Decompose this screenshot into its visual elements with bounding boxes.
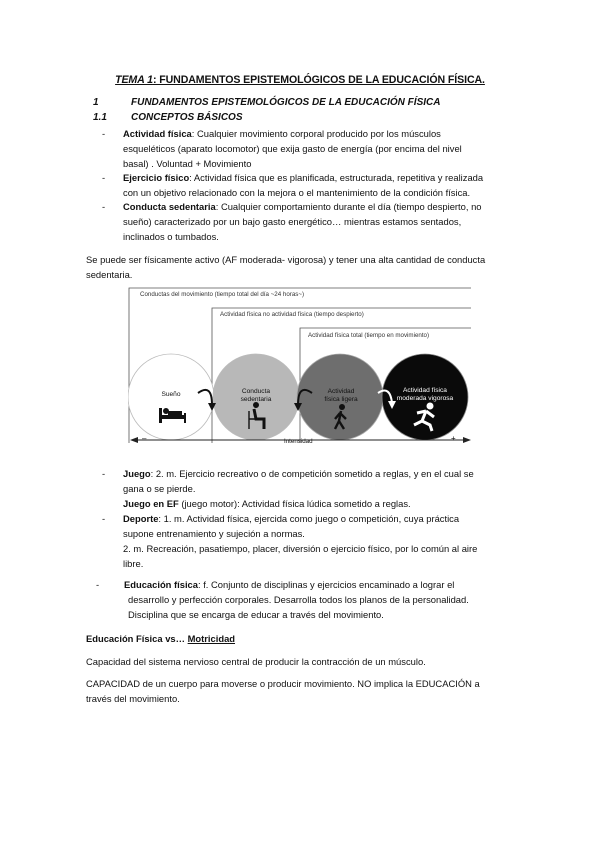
bullet-dash: - <box>102 128 106 139</box>
circle-label-sleep: Sueño <box>161 391 181 398</box>
paragraph-line: través del movimiento. <box>86 693 180 704</box>
concept-term: Ejercicio físico <box>123 172 190 183</box>
bullet-dash: - <box>96 579 100 590</box>
concept-line: inclinados o tumbados. <box>123 231 219 242</box>
concept-ejercicio-fisico <box>102 170 522 200</box>
concept-line: supone entrenamiento y sujeción a normas. <box>123 528 305 539</box>
concept-deporte <box>102 511 522 571</box>
heading-1-number: 1 <box>93 97 99 108</box>
heading-1-text: FUNDAMENTOS EPISTEMOLÓGICOS DE LA EDUCACIÓN FÍSICA <box>131 97 441 108</box>
heading-1 <box>93 97 440 108</box>
page-title <box>0 74 600 86</box>
circle-label-sedentary: Conducta sedentaria <box>240 388 272 403</box>
heading-2-number: 1.1 <box>93 112 107 123</box>
concept-line: basal) . Voluntad + Movimiento <box>123 158 252 169</box>
concept-term: Educación física <box>124 579 198 590</box>
circle-label-light: Actividad física ligera <box>324 388 358 403</box>
versus-left: Educación Física vs… <box>86 633 185 644</box>
concept-line: libre. <box>123 558 144 569</box>
bullet-dash: - <box>102 201 106 212</box>
concept-line: sueño) caracterizado por un bajo gasto energético… mientras estamos sentados, <box>123 216 462 227</box>
title-rest: : FUNDAMENTOS EPISTEMOLÓGICOS DE LA EDUCACIÓN FÍSICA. <box>152 74 485 86</box>
concept-extra-text: (juego motor): Actividad física lúdica sometido a reglas. <box>178 498 411 509</box>
concept-actividad-fisica <box>102 126 522 171</box>
bullet-dash: - <box>102 468 106 479</box>
paragraph-line: Se puede ser físicamente activo (AF moderada- vigorosa) y tener una alta cantidad de conducta <box>86 254 486 265</box>
versus-right: Motricidad <box>187 633 236 644</box>
concept-line: con un objetivo relacionado con la mejora o el mantenimiento de la condición física. <box>123 187 471 198</box>
concept-term: Conducta sedentaria <box>123 201 216 212</box>
heading-2-text: CONCEPTOS BÁSICOS <box>131 112 243 123</box>
paragraph-activity-sedentary <box>86 252 526 282</box>
paragraph-line: sedentaria. <box>86 269 133 280</box>
concept-line: : 1. m. Actividad física, ejercida como juego o competición, cuya práctica <box>158 513 460 524</box>
axis-plus-label: + <box>451 434 456 443</box>
concept-line: : Cualquier comportamiento durante el día (tiempo despierto, no <box>215 201 482 212</box>
concept-line: gana o se pierde. <box>123 483 196 494</box>
heading-2 <box>93 112 243 123</box>
paragraph-capacidad <box>86 676 526 706</box>
concept-line: : Cualquier movimiento corporal producido por los músculos <box>191 128 441 139</box>
label-total-day: Conductas del movimiento (tiempo total del día ~24 horas~) <box>140 291 305 298</box>
concept-extra-term: Juego en EF <box>123 498 179 509</box>
concept-conducta-sedentaria <box>102 199 522 244</box>
concept-line: esqueléticos (aparato locomotor) que exija gasto de energía (por encima del nivel <box>123 143 462 154</box>
concept-line: : 2. m. Ejercicio recreativo o de competición sometido a reglas, y en el cual se <box>150 468 474 479</box>
concept-term: Actividad física <box>123 128 192 139</box>
title-prefix: TEMA 1 <box>115 74 153 86</box>
concept-term: Deporte <box>123 513 159 524</box>
axis-intensity-label: Intensidad <box>284 438 313 445</box>
concept-line: 2. m. Recreación, pasatiempo, placer, diversión o ejercicio físico, por lo común al aire <box>123 543 478 554</box>
concept-line: : Actividad física que es planificada, estructurada, repetitiva y realizada <box>189 172 484 183</box>
label-total-activity: Actividad física total (tiempo en movimiento) <box>308 332 430 339</box>
paragraph-line: CAPACIDAD de un cuerpo para moverse o producir movimiento. NO implica la EDUCACIÓN a <box>86 678 480 689</box>
concept-juego <box>102 466 522 511</box>
versus-heading <box>86 631 235 646</box>
concept-line: Disciplina que se encarga de educar a través del movimiento. <box>128 609 384 620</box>
axis-minus-label: – <box>142 434 147 443</box>
concept-line: : f. Conjunto de disciplinas y ejercicios encaminado a lograr el <box>197 579 455 590</box>
paragraph-motricidad-definition: Capacidad del sistema nervioso central de producir la contracción de un músculo. <box>86 656 426 667</box>
axis-arrow-right <box>463 437 471 443</box>
concept-term: Juego <box>123 468 151 479</box>
bullet-dash: - <box>102 172 106 183</box>
label-awake-time: Actividad física no actividad física (tiempo despierto) <box>220 311 364 318</box>
movement-behaviours-diagram <box>128 287 473 445</box>
circle-label-vigorous: Actividad física moderada vigorosa <box>396 387 454 402</box>
bullet-dash: - <box>102 513 106 524</box>
concept-educacion-fisica <box>96 577 522 622</box>
concept-line: desarrollo y perfección corporales. Desarrolla todos los planos de la personalidad. <box>128 594 469 605</box>
axis-arrow-left <box>130 437 138 443</box>
